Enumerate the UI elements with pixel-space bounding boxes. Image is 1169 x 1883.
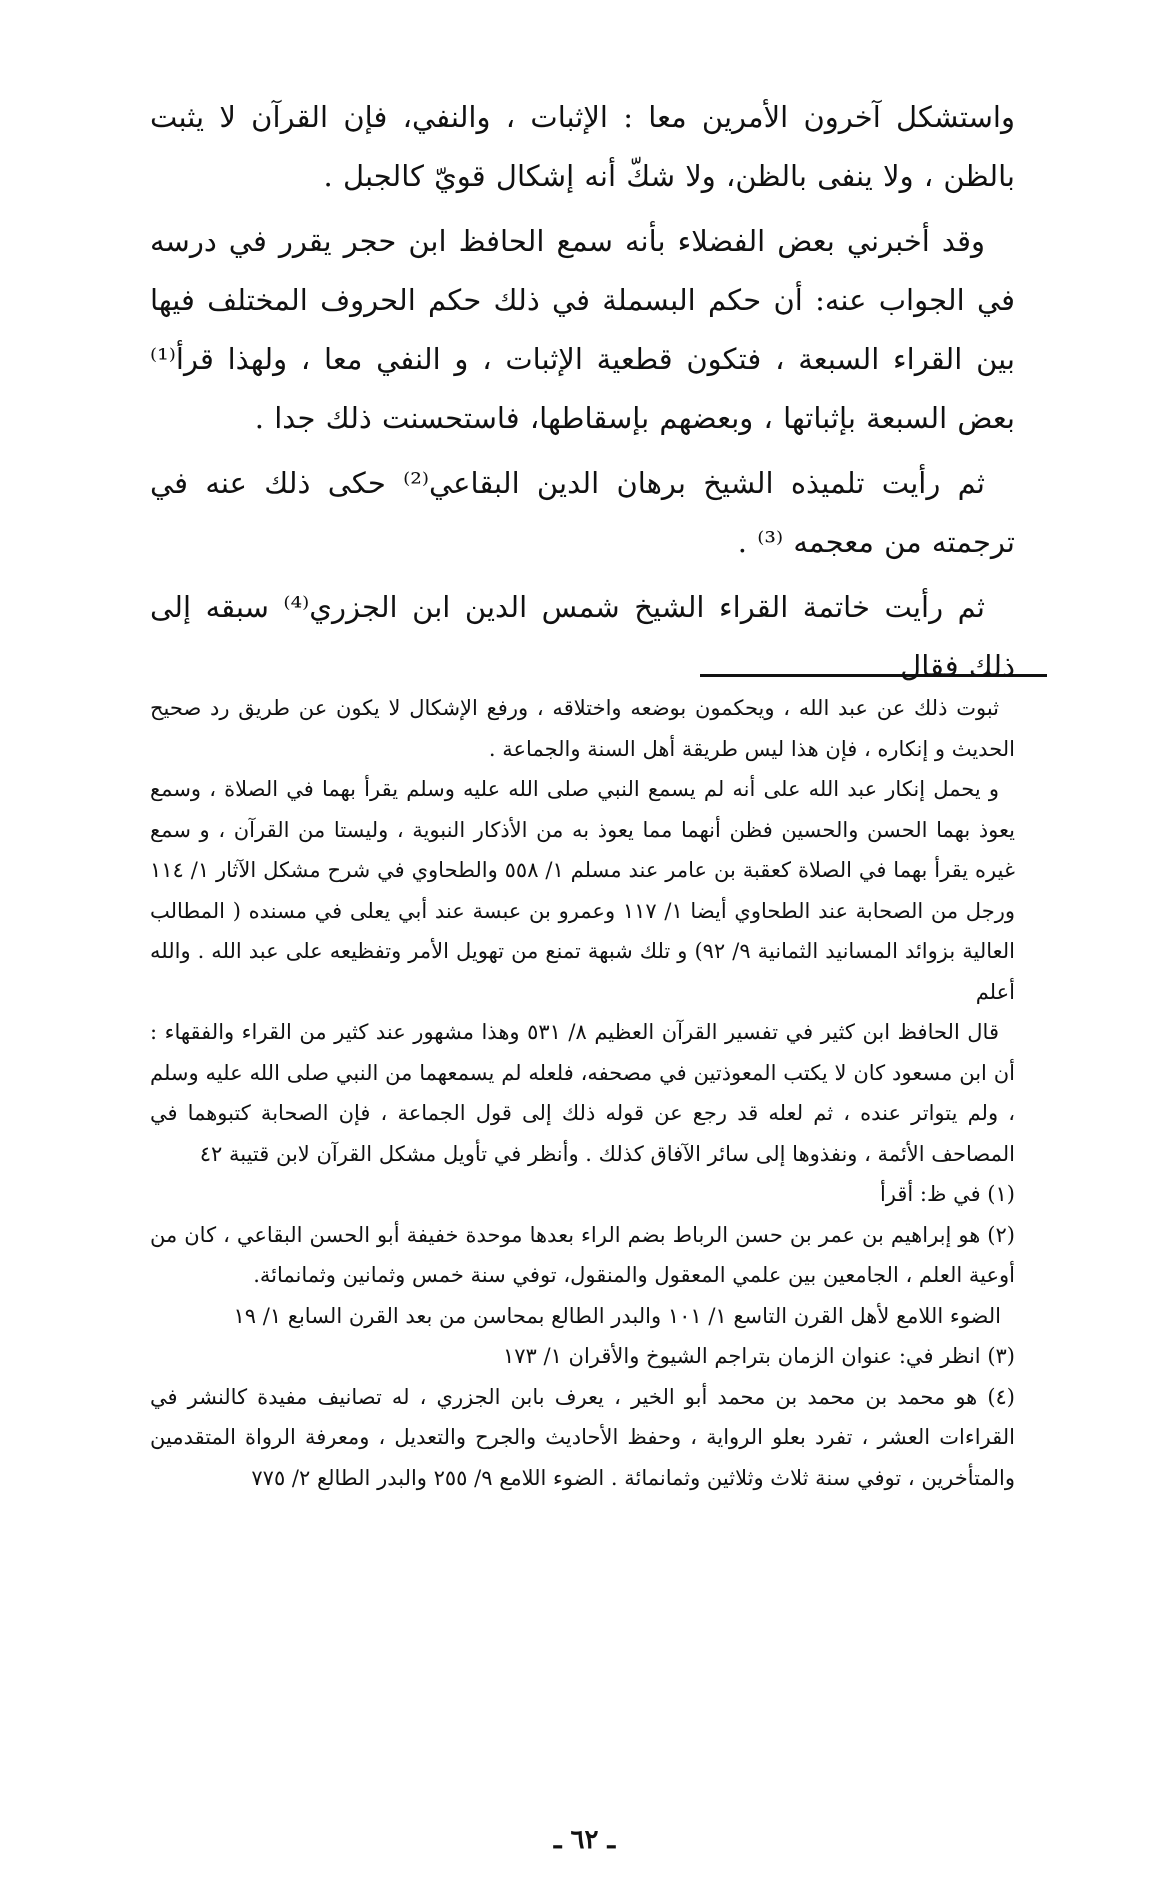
footnote-2-source: الضوء اللامع لأهل القرن التاسع ١/ ١٠١ والبدر الطالع بمحاسن من بعد القرن السابع ١/ ١٩ [233,1303,1001,1328]
footnotes-block [150,688,1015,1498]
footnote-1: (١) في ظ: أقرأ [879,1182,1015,1206]
page-number: ـ ٦٢ ـ [553,1825,616,1855]
footnote-4: (٤) هو محمد بن محمد بن محمد أبو الخير ، يعرف بابن الجزري ، له تصانيف مفيدة كالنشر في القراءات العشر ، تفرد بعلو الرواية ، وحفظ الأحاديث والجرح والتعديل ، ومعرفة الرواة المتقدمين والمتأخرين ، توفي سنة ثلاث وثلاثين وثمانمائة . الضوء اللامع ٩/ ٢٥٥ والبدر الطالع ٢/ ٧٧٥ [150,1384,1015,1490]
main-paragraph: ثم رأيت تلميذه الشيخ برهان الدين البقاعي⁽²⁾ حكى ذلك عنه في ترجمته من معجمه ⁽³⁾ . [150,466,1015,559]
footnote-continuation: و يحمل إنكار عبد الله على أنه لم يسمع النبي صلى الله عليه وسلم يقرأ بهما في الصلاة ، وسمع يعوذ بهما الحسن والحسين فظن أنهما مما يعوذ به من الأذكار النبوية ، وليستا من القرآن ، و سمع غيره يقرأ بهما في الصلاة كعقبة بن عامر عند مسلم ١/ ٥٥٨ والطحاوي في شرح مشكل الآثار ١/ ١١٤ ورجل من الصحابة عند الطحاوي أيضا ١/ ١١٧ وعمرو بن عبسة عند أبي يعلى في مسنده ( المطالب العالية بزوائد المسانيد الثمانية ٩/ ٩٢) و تلك شبهة تمنع من تهويل الأمر وتفظيعه على عبد الله . والله أعلم [150,777,1015,1004]
main-text-block [150,88,1015,702]
footnote-3: (٣) انظر في: عنوان الزمان بتراجم الشيوخ والأقران ١/ ١٧٣ [502,1344,1015,1368]
main-paragraph: واستشكل آخرون الأمرين معا : الإثبات ، والنفي، فإن القرآن لا يثبت بالظن ، ولا ينفى بالظن، ولا شكّ أنه إشكال قويّ كالجبل . [150,100,1015,193]
main-paragraph: ثم رأيت خاتمة القراء الشيخ شمس الدين ابن الجزري⁽⁴⁾ سبقه إلى ذلك فقال [150,590,1015,683]
footnote-separator-rule [700,674,1047,677]
footnote-2: (٢) هو إبراهيم بن عمر بن حسن الرباط بضم الراء بعدها موحدة خفيفة أبو الحسن البقاعي ، كان من أوعية العلم ، الجامعين بين علمي المعقول والمنقول، توفي سنة خمس وثمانين وثمانمائة. [150,1222,1015,1287]
footnote-continuation: ثبوت ذلك عن عبد الله ، ويحكمون بوضعه واختلاقه ، ورفع الإشكال لا يكون عن طريق رد صحيح الحديث و إنكاره ، فإن هذا ليس طريقة أهل السنة والجماعة . [150,696,1015,761]
footnote-continuation: قال الحافظ ابن كثير في تفسير القرآن العظيم ٨/ ٥٣١ وهذا مشهور عند كثير من القراء والفقهاء : أن ابن مسعود كان لا يكتب المعوذتين في مصحفه، فلعله لم يسمعهما من النبي صلى الله عليه وسلم ، ولم يتواتر عنده ، ثم لعله قد رجع عن قوله ذلك إلى قول الجماعة ، فإن الصحابة كتبوهما في المصاحف الأئمة ، ونفذوها إلى سائر الآفاق كذلك . وأنظر في تأويل مشكل القرآن لابن قتيبة ٤٢ [150,1020,1015,1166]
main-paragraph: وقد أخبرني بعض الفضلاء بأنه سمع الحافظ ابن حجر يقرر في درسه في الجواب عنه: أن حكم البسملة في ذلك حكم الحروف المختلف فيها بين القراء السبعة ، فتكون قطعية الإثبات ، و النفي معا ، ولهذا قرأ⁽¹⁾ بعض السبعة بإثباتها ، وبعضهم بإسقاطها، فاستحسنت ذلك جدا . [150,224,1015,435]
